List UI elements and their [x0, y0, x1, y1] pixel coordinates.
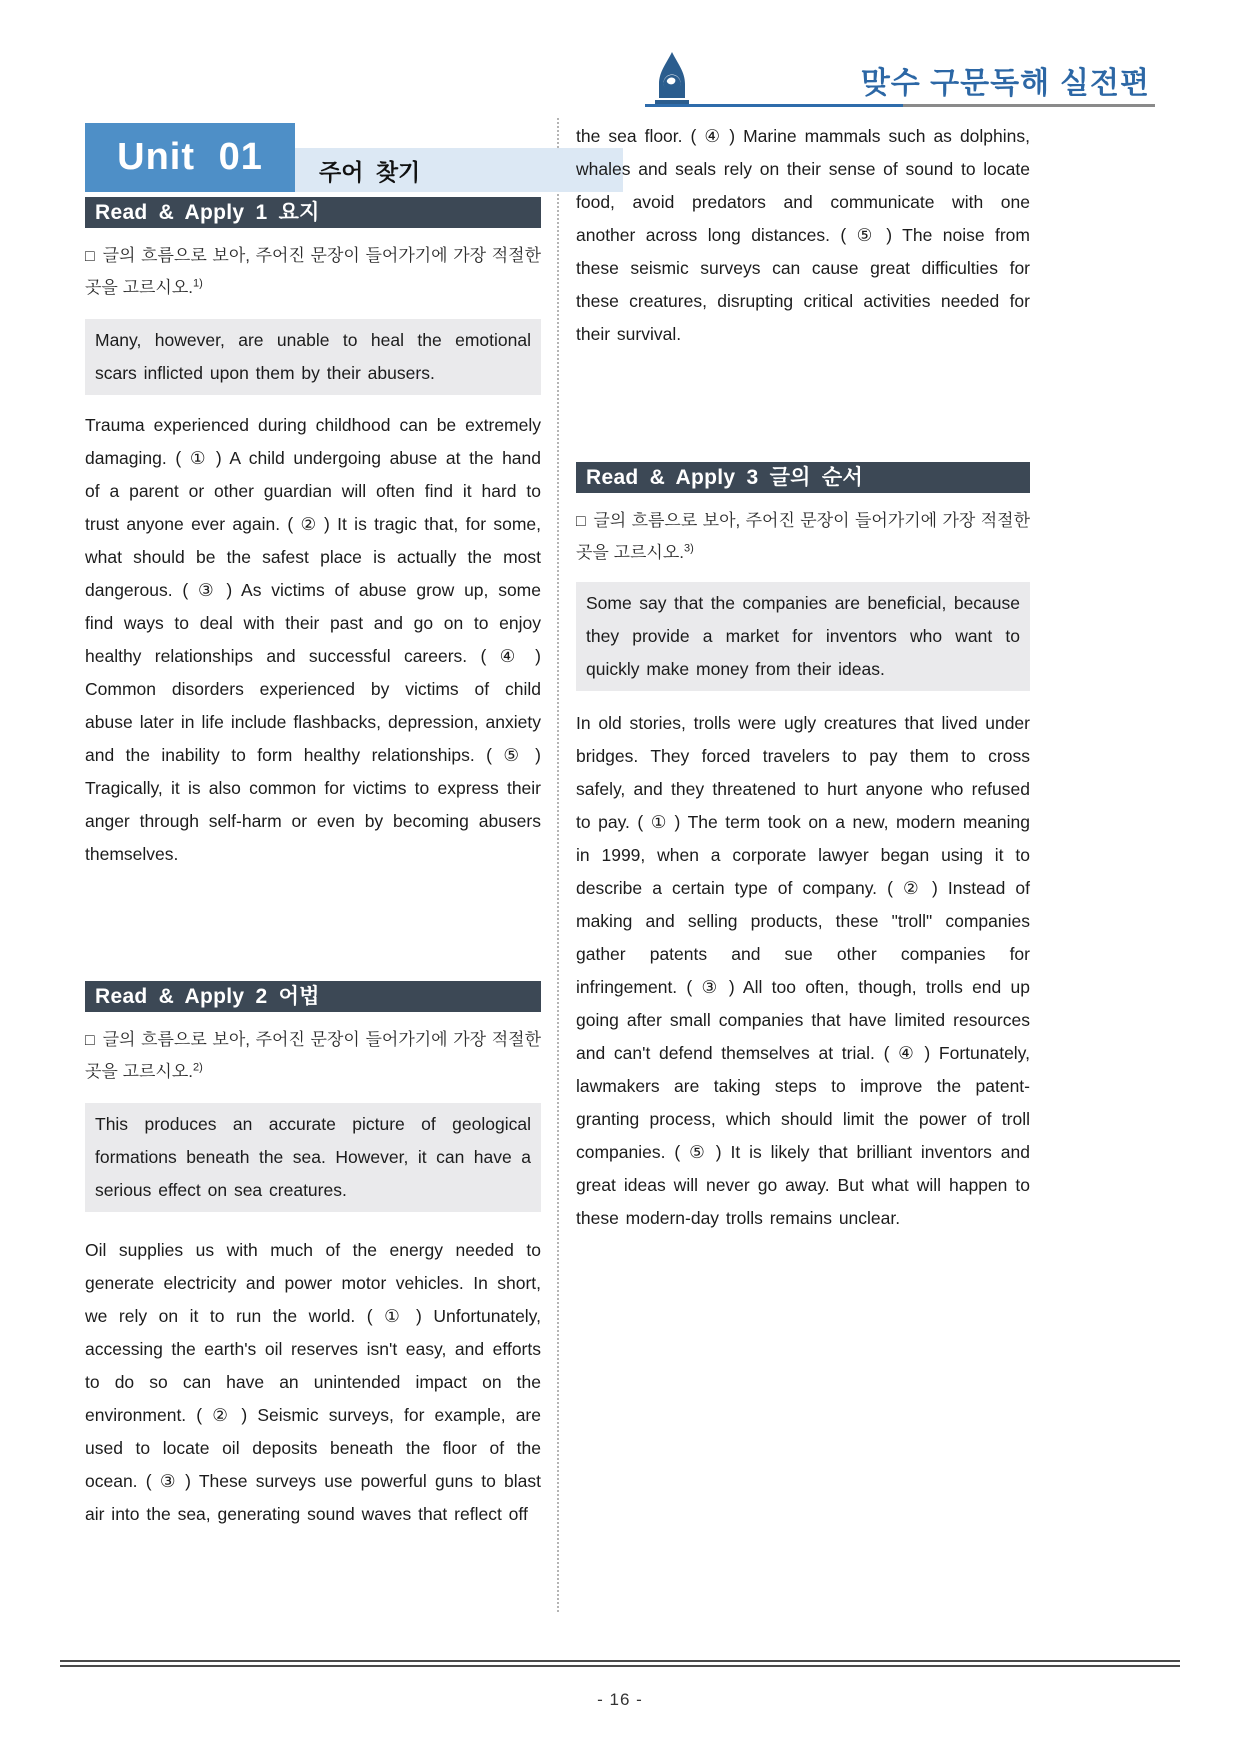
section2-given-sentence-box	[85, 1103, 541, 1212]
left-column	[85, 0, 541, 1531]
section2-header: Read & Apply 2 어법	[85, 981, 541, 1012]
footer-rule-top	[60, 1660, 1180, 1662]
unit-subtitle-strip: 주어 찾기	[295, 148, 623, 192]
section1-footnote-ref: 1)	[192, 277, 203, 290]
section1-given-sentence-box	[85, 319, 541, 395]
section1-given-sentence: Many, however, are unable to heal the emotional scars inflicted upon them by their abusers.	[95, 330, 531, 383]
section2-instruction	[85, 1024, 541, 1087]
section1-header: Read & Apply 1 요지	[85, 197, 541, 228]
section2-instruction-text: 글의 흐름으로 보아, 주어진 문장이 들어가기에 가장 적절한 곳을 고르시오.	[85, 1030, 541, 1081]
section3-header: Read & Apply 3 글의 순서	[576, 462, 1030, 493]
right-column	[576, 0, 1030, 1235]
checkbox-icon: □	[85, 248, 96, 265]
unit-banner	[85, 123, 623, 192]
section1-passage: Trauma experienced during childhood can be extremely damaging. ( ① ) A child undergoing abuse at the hand of a parent or other guardian will often find it hard to trust anyone ever again. ( ② ) It is tragic that, for some, what should be the safest place is actually the most dangerous. ( ③ ) As victims of abuse grow up, some find ways to deal with their past and go on to enjoy healthy relationships and successful careers. ( ④ ) Common disorders experienced by victims of child abuse later in life include flashbacks, depression, anxiety and the inability to form healthy relationships. ( ⑤ ) Tragically, it is also common for victims to express their anger through self-harm or even by becoming abusers themselves.	[85, 415, 541, 864]
unit-number-box: Unit 01	[85, 123, 295, 192]
section3-given-sentence: Some say that the companies are beneficial, because they provide a market for inventors who want to quickly make money from their ideas.	[586, 593, 1020, 679]
section2-passage-left: Oil supplies us with much of the energy needed to generate electricity and power motor vehicles. In short, we rely on it to run the world. ( ① ) Unfortunately, accessing the earth's oil reserves isn't easy, and efforts to do so can have an unintended impact on the environment. ( ② ) Seismic surveys, for example, are used to locate oil deposits beneath the floor of the ocean. ( ③ ) These surveys use powerful guns to blast air into the sea, generating sound waves that reflect off	[85, 1240, 541, 1524]
section1-instruction-text: 글의 흐름으로 보아, 주어진 문장이 들어가기에 가장 적절한 곳을 고르시오.	[85, 246, 541, 297]
section3-passage: In old stories, trolls were ugly creatures that lived under bridges. They forced travelers to pay them to cross safely, and they threatened to hurt anyone who refused to pay. ( ① ) The term took on a new, modern meaning in 1999, when a corporate lawyer began using it to describe a certain type of company. ( ② ) Instead of making and selling products, these "troll" companies gather patents and sue other companies for infringement. ( ③ ) All too often, though, trolls end up going after small companies that have limited resources and can't defend themselves at trial. ( ④ ) Fortunately, lawmakers are taking steps to improve the patent-granting process, which should limit the power of troll companies. ( ⑤ ) It is likely that brilliant inventors and great ideas will never go away. But what will happen to these modern-day trolls remains unclear.	[576, 713, 1030, 1228]
section2-passage-right: the sea floor. ( ④ ) Marine mammals such as dolphins, whales and seals rely on their sense of sound to locate food, avoid predators and communicate with one another across long distances. ( ⑤ ) The noise from these seismic surveys can cause great difficulties for these creatures, disrupting critical activities needed for their survival.	[576, 126, 1030, 344]
section3-footnote-ref: 3)	[683, 542, 694, 555]
section3-instruction-text: 글의 흐름으로 보아, 주어진 문장이 들어가기에 가장 적절한 곳을 고르시오.	[576, 511, 1030, 562]
section3-instruction	[576, 505, 1030, 568]
brand-title-accent: 실전편	[1060, 67, 1150, 100]
section1-instruction	[85, 240, 541, 303]
section2-footnote-ref: 2)	[192, 1061, 203, 1074]
footer-rule-bottom	[60, 1665, 1180, 1667]
brand-title-main: 맞수 구문독해	[860, 67, 1051, 100]
section3-given-sentence-box	[576, 582, 1030, 691]
section2-given-sentence: This produces an accurate picture of geological formations beneath the sea. However, it can have a serious effect on sea creatures.	[95, 1114, 531, 1200]
checkbox-icon: □	[85, 1032, 96, 1049]
page-number: - 16 -	[597, 1690, 643, 1709]
checkbox-icon: □	[576, 513, 587, 530]
column-separator	[557, 118, 559, 1612]
